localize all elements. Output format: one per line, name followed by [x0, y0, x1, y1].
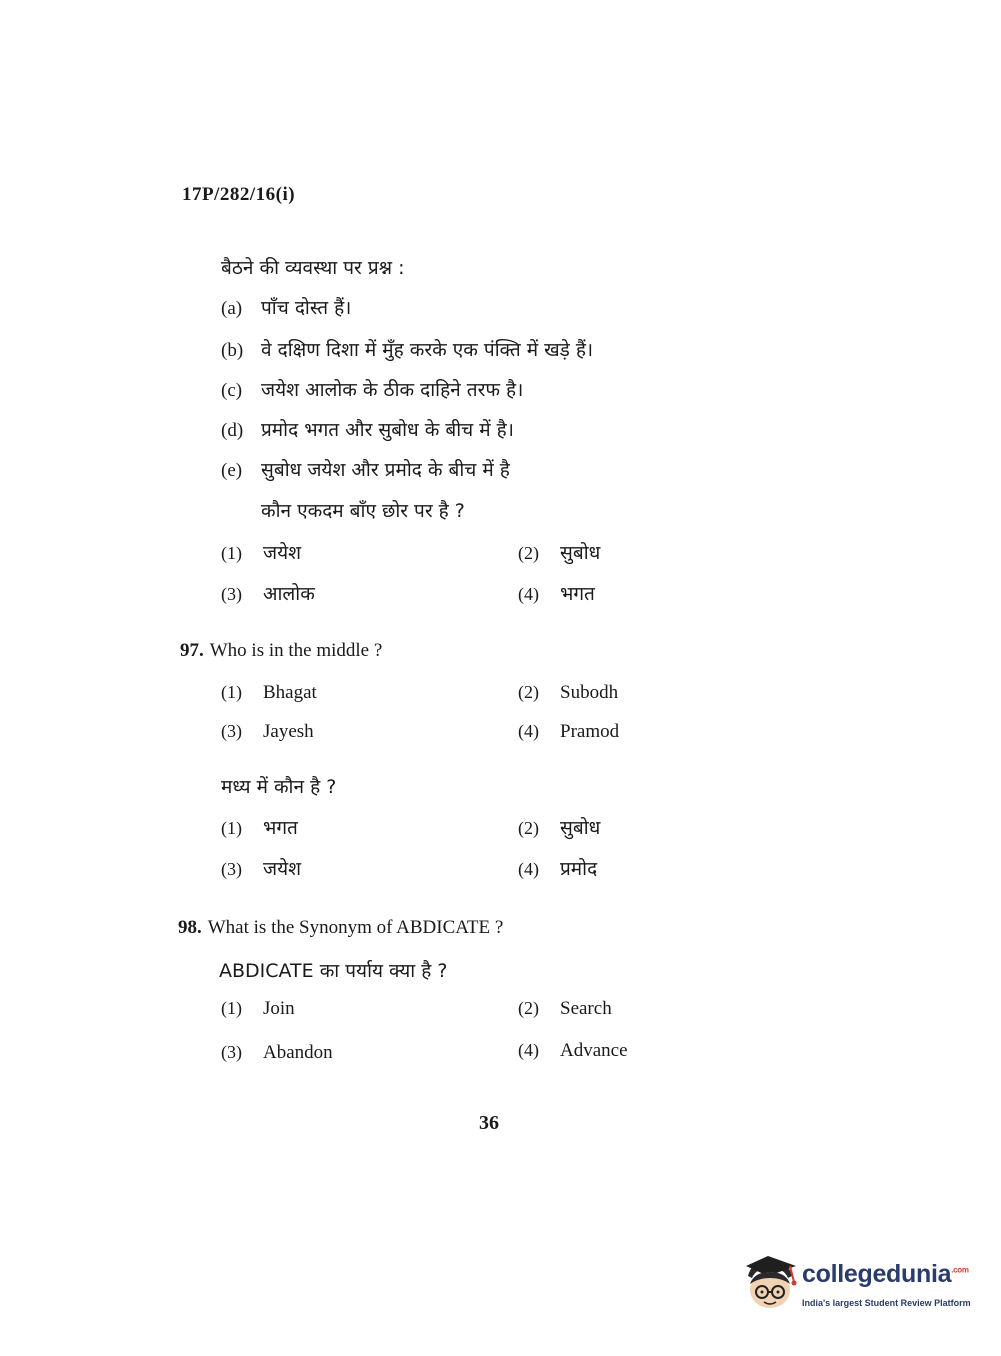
statement-e	[221, 456, 510, 482]
passage-question: कौन एकदम बाँए छोर पर है ?	[261, 500, 465, 522]
q97-question-hindi: मध्य में कौन है ?	[221, 776, 337, 798]
mascot-icon	[744, 1254, 800, 1314]
passage-option-1	[221, 539, 301, 565]
logo-wordmark	[802, 1260, 969, 1289]
option-number: (1)	[221, 818, 242, 838]
option-text: Abandon	[263, 1042, 333, 1063]
question-text: Who is in the middle ?	[209, 640, 383, 661]
option-text: Jayesh	[263, 721, 314, 742]
collegedunia-logo	[744, 1254, 969, 1316]
statement-a	[221, 294, 351, 320]
option-number: (2)	[518, 682, 539, 702]
statement-d	[221, 416, 514, 442]
option-number: (3)	[221, 584, 242, 604]
q97-option-2	[518, 682, 618, 704]
passage-intro: बैठने की व्यवस्था पर प्रश्न :	[221, 257, 405, 279]
statement-label: (c)	[221, 380, 243, 401]
option-text: Subodh	[560, 682, 619, 703]
question-number: 97.	[180, 640, 204, 661]
statement-text: जयेश आलोक के ठीक दाहिने तरफ है।	[261, 379, 524, 401]
q97-hindi-option-1	[221, 814, 298, 840]
statement-text: प्रमोद भगत और सुबोध के बीच में है।	[261, 419, 514, 441]
statement-label: (a)	[221, 298, 243, 319]
q98-option-2	[518, 998, 612, 1020]
logo-name: collegedunia	[802, 1260, 952, 1288]
option-number: (4)	[518, 1040, 539, 1060]
q97-hindi-option-2	[518, 814, 600, 840]
q97-hindi-option-4	[518, 855, 597, 881]
statement-c	[221, 376, 523, 402]
option-text: Advance	[560, 1040, 628, 1061]
statement-b	[221, 336, 593, 362]
option-number: (2)	[518, 998, 539, 1018]
passage-option-2	[518, 539, 600, 565]
logo-tagline: India's largest Student Review Platform	[802, 1298, 971, 1308]
option-number: (1)	[221, 543, 242, 563]
statement-label: (d)	[221, 420, 244, 441]
option-text: सुबोध	[560, 542, 601, 564]
option-number: (4)	[518, 584, 539, 604]
q98-option-3	[221, 1042, 333, 1064]
statement-label: (e)	[221, 460, 243, 481]
passage-option-3	[221, 580, 315, 606]
passage-option-4	[518, 580, 595, 606]
q98-option-1	[221, 998, 295, 1020]
option-number: (3)	[221, 859, 242, 879]
option-number: (2)	[518, 818, 539, 838]
statement-text: पाँच दोस्त हैं।	[261, 297, 352, 319]
q97-option-4	[518, 721, 619, 743]
statement-label: (b)	[221, 340, 244, 361]
q98-question-hindi: ABDICATE का पर्याय क्या है ?	[219, 960, 448, 982]
q97-option-3	[221, 721, 314, 743]
option-number: (2)	[518, 543, 539, 563]
option-text: प्रमोद	[560, 858, 598, 880]
q97-hindi-option-3	[221, 855, 301, 881]
option-text: Search	[560, 998, 612, 1019]
logo-dotcom: .com	[951, 1265, 969, 1275]
q97-question	[180, 640, 382, 662]
option-text: जयेश	[263, 858, 302, 880]
option-text: Pramod	[560, 721, 620, 742]
option-number: (4)	[518, 859, 539, 879]
statement-text: वे दक्षिण दिशा में मुँह करके एक पंक्ति में खड़े हैं।	[261, 339, 594, 361]
page-number: 36	[479, 1112, 499, 1134]
option-number: (1)	[221, 998, 242, 1018]
q98-option-4	[518, 1040, 628, 1062]
q98-question	[178, 917, 503, 939]
option-text: भगत	[560, 583, 595, 605]
option-number: (3)	[221, 1042, 242, 1062]
option-text: Bhagat	[263, 682, 317, 703]
option-text: आलोक	[263, 583, 315, 605]
option-number: (1)	[221, 682, 242, 702]
option-number: (3)	[221, 721, 242, 741]
question-text: What is the Synonym of ABDICATE ?	[207, 917, 504, 938]
option-text: भगत	[263, 817, 298, 839]
option-number: (4)	[518, 721, 539, 741]
option-text: जयेश	[263, 542, 302, 564]
q97-option-1	[221, 682, 317, 704]
option-text: Join	[263, 998, 295, 1019]
question-number: 98.	[178, 917, 202, 938]
statement-text: सुबोध जयेश और प्रमोद के बीच में है	[261, 459, 510, 481]
paper-code: 17P/282/16(i)	[182, 184, 296, 205]
option-text: सुबोध	[560, 817, 601, 839]
